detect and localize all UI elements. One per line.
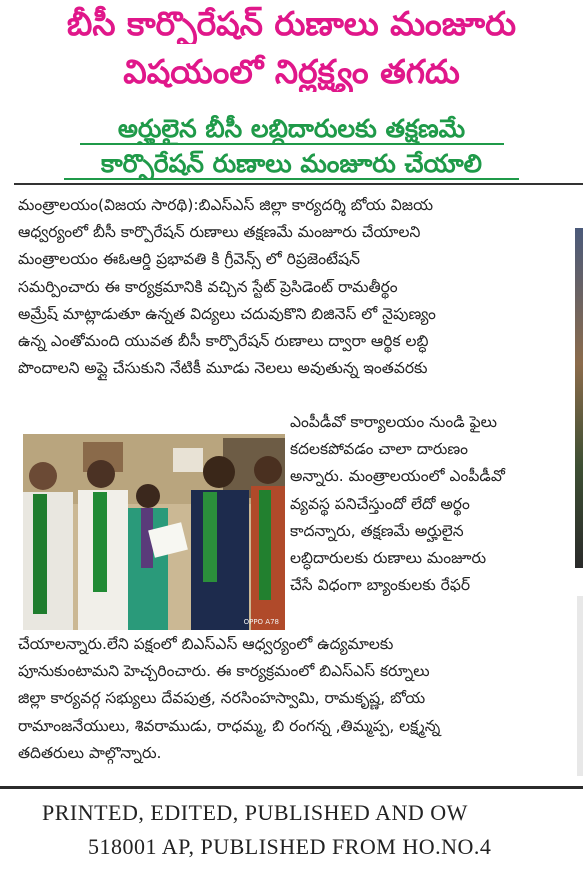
article-line: చేసే విధంగా బ్యాంకులకు రేఫర్ (290, 576, 471, 595)
article-body-top (18, 192, 563, 382)
article-line: మంత్రాలయం(విజయ సారథి):బిఎస్ఎస్ జిల్లా కార్యదర్శి బోయ విజయ (18, 196, 434, 214)
headline-line-1: బీసీ కార్పొరేషన్ రుణాలు మంజూరు (66, 4, 517, 43)
article-line: కాదన్నారు, తక్షణమే అర్హులైన (290, 521, 464, 540)
subheadline-line-1: అర్హులైన బీసీ లబ్ధిదారులకు తక్షణమే (117, 114, 466, 143)
subheadline-underline-1 (80, 143, 504, 145)
subheadline-separator (14, 183, 583, 185)
article-line: జిల్లా కార్యవర్గ సభ్యులు దేవపుత్ర, నరసింహస్వామి, రామకృష్ణ, బోయ (18, 689, 426, 708)
article-body-side (290, 409, 555, 599)
article-line: సమర్పించారు ఈ కార్యక్రమానికి వచ్చిన స్టేట్ ప్రెసిడెంట్ రామతీర్థం (18, 277, 398, 296)
article-body-bottom (18, 631, 563, 767)
headline-line-2: విషయంలో నిర్లక్ష్యం తగదు (123, 52, 460, 91)
article-line: పూనుకుంటామని హెచ్చరించారు. ఈ కార్యక్రమంలో బిఎస్ఎస్ కర్నూలు (18, 662, 430, 681)
article-line: వ్యవస్థ పనిచేస్తుందో లేదో అర్థం (290, 494, 470, 513)
article-line: పొందాలని అప్లై చేసుకుని నేటికీ మూడు నెలలు అవుతున్న ఇంతవరకు (18, 359, 428, 378)
article-line: ఆధ్వర్యంలో బీసీ కార్పొరేషన్ రుణాలు తక్షణమే మంజూరు చేయాలని (18, 223, 421, 242)
article-line: మంత్రాలయం ఈఓఆర్డి ప్రభావతి కి గ్రీవెన్స్ లో రిప్రజెంటేషన్ (18, 250, 360, 269)
subheadline-underline-2 (64, 178, 519, 180)
adjacent-column-text-edge (577, 596, 583, 776)
imprint-line-1: PRINTED, EDITED, PUBLISHED AND OW (42, 800, 468, 825)
photo-watermark: OPPO A78 (243, 618, 279, 626)
article-line: అమ్రేష్ మాట్లాడుతూ ఉన్నత విద్యలు చదువుకొని బిజినెస్ లో నైపుణ్యం (18, 304, 436, 323)
footer-rule (0, 786, 583, 789)
article-line: రామాంజనేయులు, శివరాముడు, రాధమ్మ, బి రంగన్న ,తిమ్మప్ప, లక్ష్మన్న (18, 716, 441, 735)
article-line: ఉన్న ఎంతోమంది యువత బీసీ కార్పొరేషన్ రుణాలు ద్వారా ఆర్థిక లబ్ధి (18, 332, 429, 351)
article-line: అన్నారు. మంత్రాలయంలో ఎంపీడీవో (290, 467, 505, 486)
article-line: కదలకపోవడం చాలా దారుణం (290, 440, 469, 459)
imprint-line-2: 518001 AP, PUBLISHED FROM HO.NO.4 (88, 834, 492, 859)
article-line: చేయాలన్నారు.లేని పక్షంలో బిఎస్ఎస్ ఆధ్వర్యంలో ఉద్యమాలకు (18, 635, 394, 653)
subheadline-line-2: కార్పొరేషన్ రుణాలు మంజూరు చేయాలి (101, 149, 482, 178)
article-line: లబ్ధిదారులకు రుణాలు మంజూరు (290, 549, 487, 568)
news-photo (23, 434, 285, 630)
article-line: ఎంపీడీవో కార్యాలయం నుండి ఫైలు (290, 413, 497, 431)
news-photo-illustration (23, 434, 285, 630)
adjacent-column-image-edge (575, 228, 583, 568)
article-line: తదితరులు పాల్గొన్నారు. (18, 743, 162, 762)
